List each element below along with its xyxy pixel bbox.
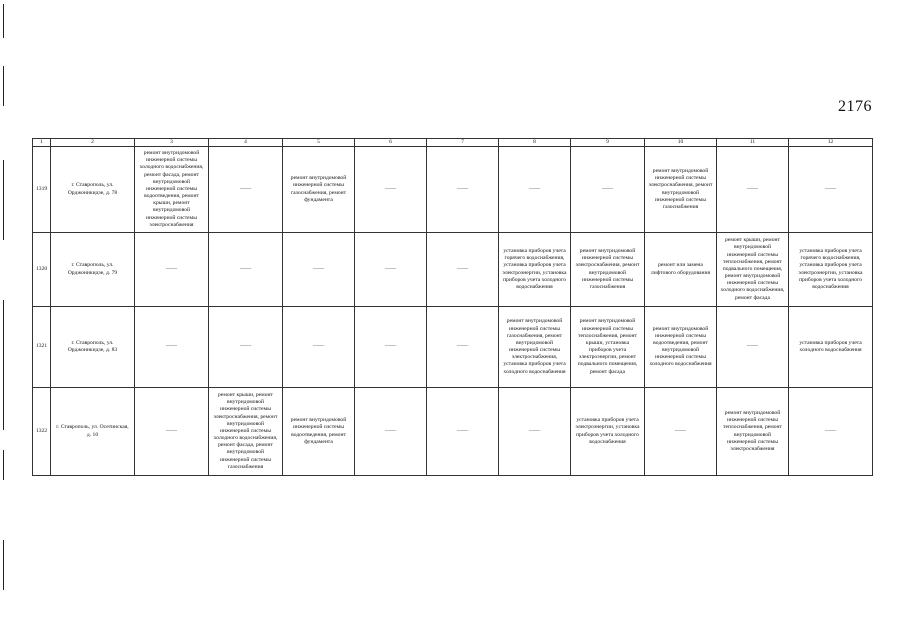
column-header: 12 (789, 139, 873, 147)
empty-dash-cell: —— (427, 307, 499, 388)
empty-dash-cell: —— (209, 307, 283, 388)
work-cell: ремонт крыши, ремонт внутридомовой инженерной системы электроснабжения, ремонт внутридомовой инженерной системы холодного водоснабжения, ремонт фасада, ремонт внутридомовой инженерной системы газоснабжения (209, 388, 283, 476)
empty-dash-cell: —— (499, 147, 571, 233)
repair-schedule-table (32, 138, 873, 476)
empty-dash-cell: —— (283, 233, 355, 307)
work-cell: ремонт внутридомовой инженерной системы теплоснабжения, ремонт крыши, установка приборов учета электроэнергии, ремонт подвального помещения, ремонт фасада (571, 307, 645, 388)
work-cell: ремонт внутридомовой инженерной системы водоотведения, ремонт фундамента (283, 388, 355, 476)
empty-dash-cell: —— (789, 147, 873, 233)
column-header: 6 (355, 139, 427, 147)
empty-dash-cell: —— (499, 388, 571, 476)
row-number: 1319 (33, 147, 51, 233)
work-cell: ремонт или замена лифтового оборудования (645, 233, 717, 307)
empty-dash-cell: —— (283, 307, 355, 388)
empty-dash-cell: —— (789, 388, 873, 476)
address-cell: г. Ставрополь, ул. Орджоникидзе, д. 83 (51, 307, 135, 388)
empty-dash-cell: —— (717, 307, 789, 388)
column-header: 9 (571, 139, 645, 147)
empty-dash-cell: —— (355, 233, 427, 307)
row-number: 1321 (33, 307, 51, 388)
column-header: 8 (499, 139, 571, 147)
work-cell: установка приборов учета холодного водоснабжения (789, 307, 873, 388)
address-cell: г. Ставрополь, ул. Осетинская, д. 10 (51, 388, 135, 476)
work-cell: установка приборов учета электроэнергии, установка приборов учета холодного водоснабжения (571, 388, 645, 476)
left-margin-mark (3, 66, 4, 106)
work-cell: установка приборов учета горячего водоснабжения, установка приборов учета электроэнергии, установка приборов учета холодного водоснабжения (789, 233, 873, 307)
work-cell: установка приборов учета горячего водоснабжения, установка приборов учета электроэнергии, установка приборов учета холодного водоснабжения (499, 233, 571, 307)
table-row (33, 147, 873, 233)
work-cell: ремонт крыши, ремонт внутридомовой инженерной системы теплоснабжения, ремонт подвального помещения, ремонт внутридомовой инженерной системы холодного водоснабжения, ремонт фасада (717, 233, 789, 307)
empty-dash-cell: —— (355, 147, 427, 233)
empty-dash-cell: —— (135, 388, 209, 476)
left-margin-mark (3, 450, 4, 480)
empty-dash-cell: —— (571, 147, 645, 233)
column-header: 5 (283, 139, 355, 147)
column-header: 4 (209, 139, 283, 147)
address-cell: г. Ставрополь, ул. Орджоникидзе, д. 78 (51, 147, 135, 233)
column-header: 3 (135, 139, 209, 147)
empty-dash-cell: —— (427, 388, 499, 476)
empty-dash-cell: —— (355, 307, 427, 388)
empty-dash-cell: —— (717, 147, 789, 233)
left-margin-mark (3, 4, 4, 38)
work-cell: ремонт внутридомовой инженерной системы газоснабжения, ремонт фундамента (283, 147, 355, 233)
page-number: 2176 (838, 98, 872, 115)
empty-dash-cell: —— (209, 147, 283, 233)
column-header: 7 (427, 139, 499, 147)
work-cell: ремонт внутридомовой инженерной системы теплоснабжения, ремонт внутридомовой инженерной системы электроснабжения (717, 388, 789, 476)
left-margin-mark (3, 300, 4, 430)
work-cell: ремонт внутридомовой инженерной системы водоотведения, ремонт внутридомовой инженерной системы холодного водоснабжения (645, 307, 717, 388)
row-number: 1320 (33, 233, 51, 307)
column-header: 2 (51, 139, 135, 147)
left-margin-mark (3, 540, 4, 590)
empty-dash-cell: —— (645, 388, 717, 476)
empty-dash-cell: —— (135, 233, 209, 307)
empty-dash-cell: —— (427, 233, 499, 307)
column-header: 11 (717, 139, 789, 147)
work-cell: ремонт внутридомовой инженерной системы газоснабжения, ремонт внутридомовой инженерной системы электроснабжения, установка приборов учета холодного водоснабжения (499, 307, 571, 388)
work-cell: ремонт внутридомовой инженерной системы электроснабжения, ремонт внутридомовой инженерной системы газоснабжения (645, 147, 717, 233)
row-number: 1322 (33, 388, 51, 476)
empty-dash-cell: —— (355, 388, 427, 476)
work-cell: ремонт внутридомовой инженерной системы электроснабжения, ремонт внутридомовой инженерной системы газоснабжения (571, 233, 645, 307)
table-header-row (33, 139, 873, 147)
column-header: 10 (645, 139, 717, 147)
table-row (33, 307, 873, 388)
empty-dash-cell: —— (209, 233, 283, 307)
empty-dash-cell: —— (427, 147, 499, 233)
left-margin-mark (3, 160, 4, 240)
column-header: 1 (33, 139, 51, 147)
empty-dash-cell: —— (135, 307, 209, 388)
address-cell: г. Ставрополь, ул. Орджоникидзе, д. 79 (51, 233, 135, 307)
work-cell: ремонт внутридомовой инженерной системы холодного водоснабжения, ремонт фасада, ремонт внутридомовой инженерной системы водоотведения, ремонт крыши, ремонт внутридомовой инженерной системы электроснабжения (135, 147, 209, 233)
table-row (33, 388, 873, 476)
table-row (33, 233, 873, 307)
